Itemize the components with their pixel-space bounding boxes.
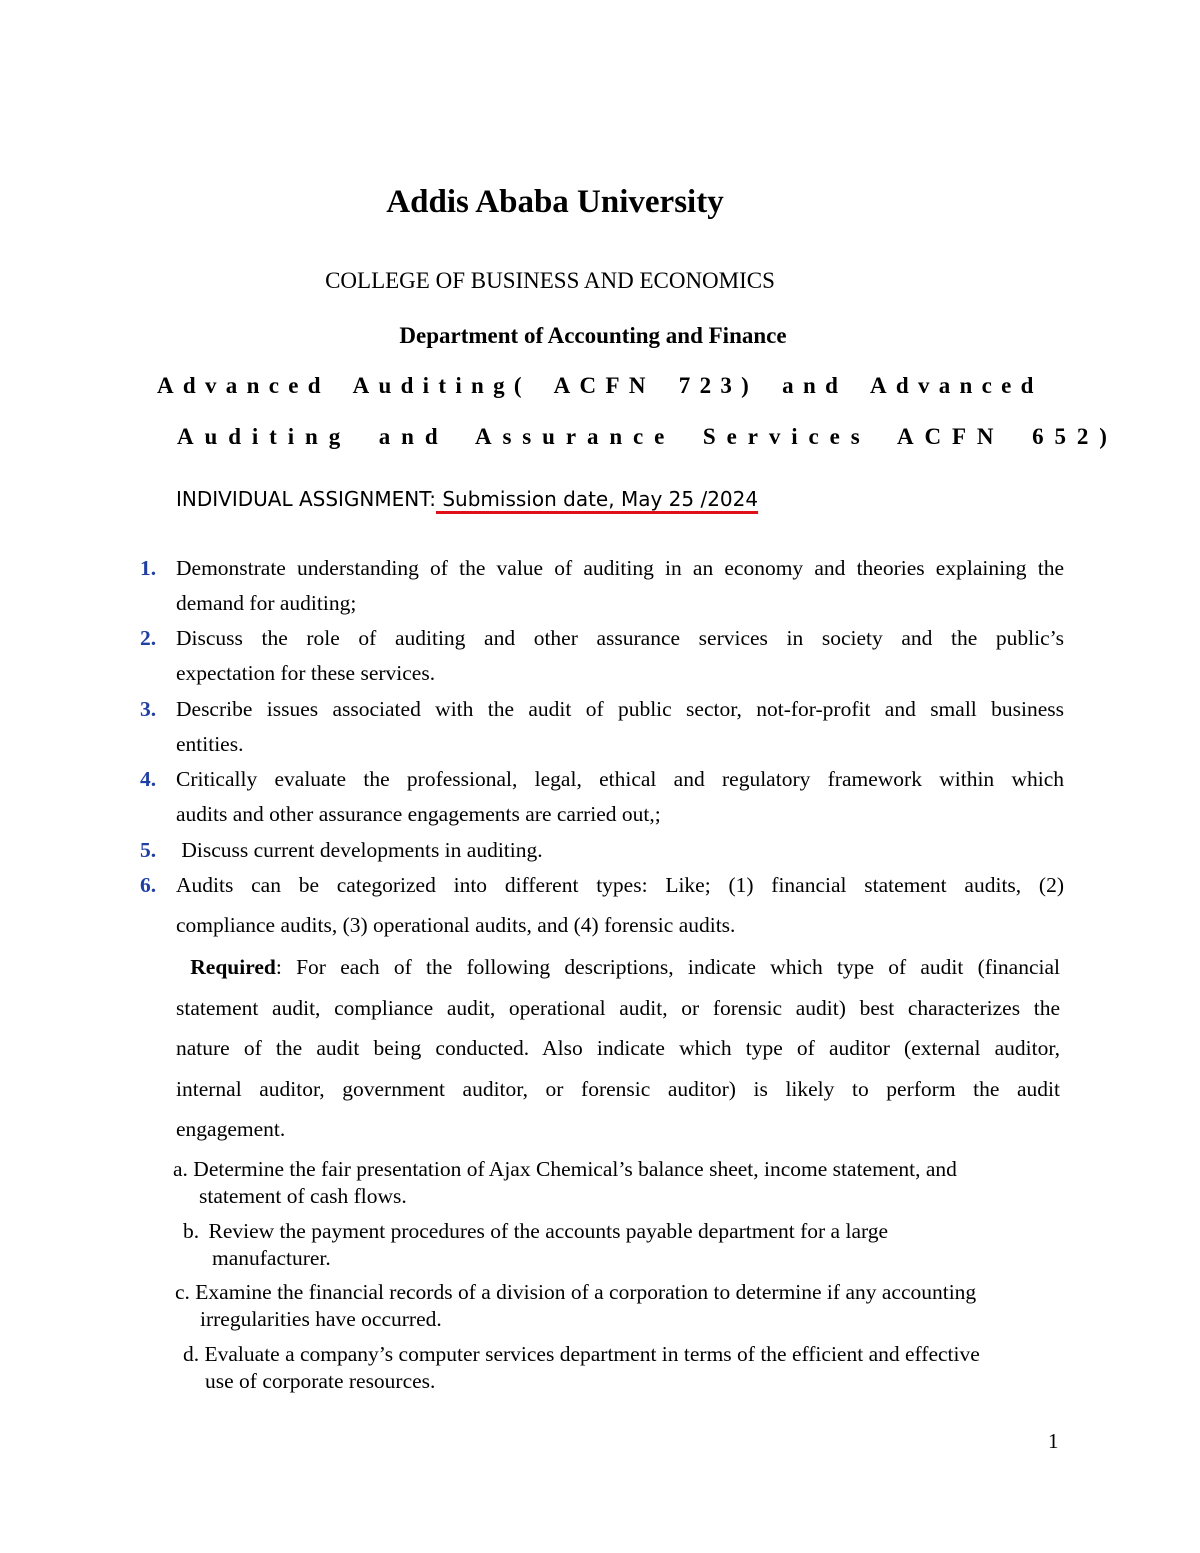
question-line: Audits can be categorized into different types: Like; (1) financial statement audits, (2) [176,873,1064,897]
question-line: Discuss the role of auditing and other assurance services in society and the public’s [176,626,1064,650]
required-paragraph [176,955,1060,1158]
question-line: audits and other assurance engagements are carried out,; [176,802,661,826]
question-text [176,838,1064,873]
question-text [176,767,1064,837]
question-text [176,697,1064,767]
question-number: 1. [140,556,157,580]
required-line: nature of the audit being conducted. Also indicate which type of auditor (external auditor, [176,1036,1060,1060]
course-title-line-1: Advanced Auditing( ACFN 723) and Advanced [157,373,1043,398]
required-line: internal auditor, government auditor, or forensic auditor) is likely to perform the audit [176,1076,1060,1101]
question-number: 3. [140,697,157,721]
required-line: engagement. [176,1117,286,1141]
sub-item-line: Evaluate a company’s computer services department in terms of the efficient and effective [204,1342,980,1366]
sub-item-line: Determine the fair presentation of Ajax Chemical’s balance sheet, income statement, and [193,1157,957,1181]
sub-item-label: d. [183,1342,200,1366]
question-text [176,626,1064,696]
question-number: 4. [140,767,157,791]
question-number: 6. [140,873,157,897]
department-name: Department of Accounting and Finance [399,323,787,348]
course-title-line-2: Auditing and Assurance Services ACFN 652) [177,424,1118,449]
question-number: 5. [140,838,157,862]
question-number: 2. [140,626,157,650]
college-name: COLLEGE OF BUSINESS AND ECONOMICS [325,268,775,293]
question-line: compliance audits, (3) operational audits, and (4) forensic audits. [176,913,736,937]
sub-item-line: Examine the financial records of a division of a corporation to determine if any accounting [195,1280,977,1304]
question-text [176,556,1064,626]
sub-item-line: irregularities have occurred. [200,1307,442,1331]
sub-item-label: a. [173,1157,188,1181]
sub-item-label: c. [175,1280,190,1304]
sub-item-line: statement of cash flows. [199,1184,407,1208]
question-line: Critically evaluate the professional, legal, ethical and regulatory framework within which [176,767,1064,791]
sub-item-line: manufacturer. [212,1246,331,1270]
required-label: Required [190,955,276,979]
question-line: Describe issues associated with the audit of public sector, not-for-profit and small business [176,697,1064,721]
sub-item [175,1279,976,1333]
assignment-label: INDIVIDUAL ASSIGNMENT: [176,487,436,511]
required-line: statement audit, compliance audit, operational audit, or forensic audit) best characterizes the [176,995,1060,1020]
question-line: Demonstrate understanding of the value of auditing in an economy and theories explaining the [176,556,1064,580]
university-title: Addis Ababa University [386,184,724,220]
question-text [176,873,1064,948]
page-number: 1 [1048,1429,1059,1453]
required-text: : For each of the following descriptions, indicate which type of audit (financial [275,955,1060,979]
sub-item [173,1156,957,1210]
sub-item [183,1218,888,1272]
question-line: Discuss current developments in auditing. [176,838,543,862]
sub-item-line: Review the payment procedures of the accounts payable department for a large [208,1219,889,1243]
question-line: demand for auditing; [176,591,357,615]
sub-item-line: use of corporate resources. [205,1369,436,1393]
required-line [176,955,1060,996]
question-line: entities. [176,732,244,756]
sub-item-label: b. [183,1219,200,1243]
sub-item [183,1341,980,1395]
question-line: expectation for these services. [176,661,436,685]
assignment-heading [176,487,758,511]
submission-date: Submission date, May 25 /2024 [436,487,759,511]
